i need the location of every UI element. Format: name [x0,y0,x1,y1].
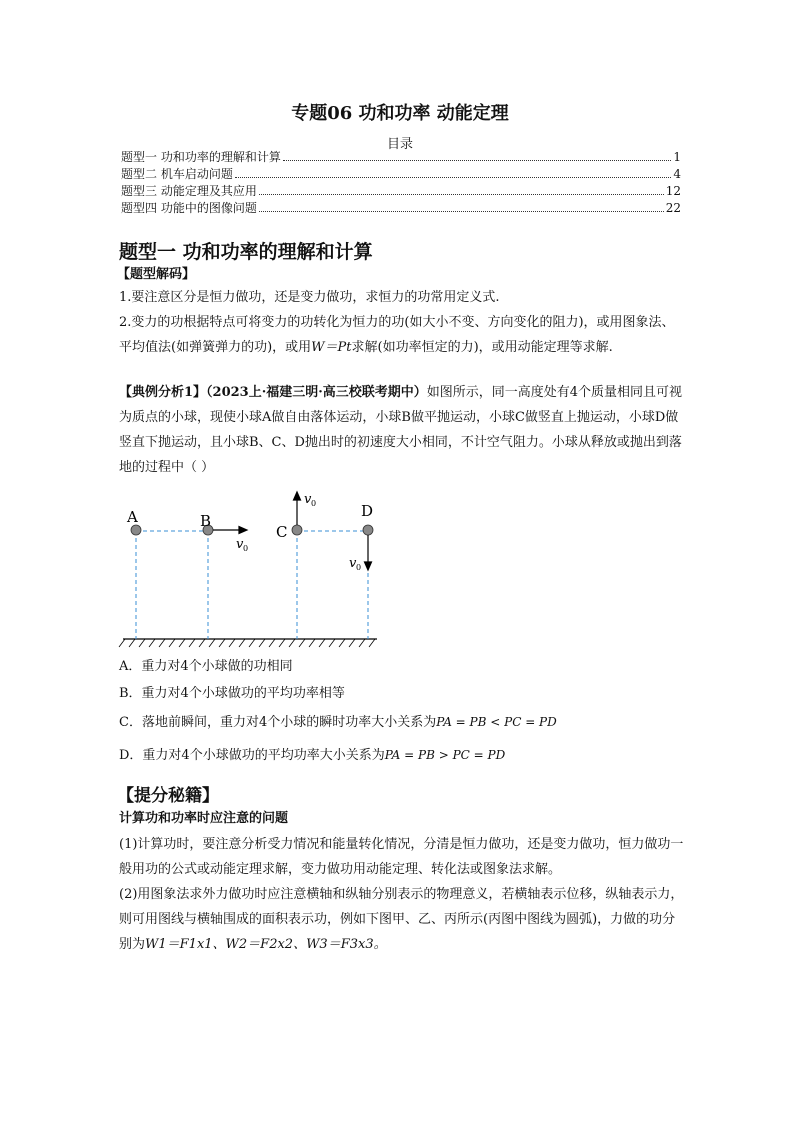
toc-item-label: 题型四 功能中的图像问题 [121,201,257,215]
tips-paragraph-2 [119,882,685,957]
label-c: C [276,523,288,541]
work-formula: W＝Pt [311,340,352,355]
svg-text:v: v [304,492,312,507]
toc-item-page: 22 [665,201,681,215]
toc-item-label: 题型一 功和功率的理解和计算 [121,150,281,164]
paragraph-1: 1.要注意区分是恒力做功，还是变力做功，求恒力的功常用定义式. [119,290,500,305]
option-d-text: D．重力对4个小球做功的平均功率大小关系为 [119,748,385,763]
v0-label-c [304,492,316,508]
option-b[interactable]: B．重力对4个小球做功的平均功率相等 [119,686,345,701]
svg-text:0: 0 [243,544,249,553]
section-subheading: 【题型解码】 [117,267,196,282]
projectile-figure [115,487,405,652]
toc-item-page: 12 [665,184,681,198]
tips-work-formulas: W1＝F1x1、W2＝F2x2、W3＝F3x3。 [145,937,387,952]
v0-label-b [236,537,248,553]
toc-item[interactable] [121,183,681,199]
dashed-guides [136,531,368,639]
ball-c [292,525,302,535]
toc-item-label: 题型二 机车启动问题 [121,167,233,181]
toc-item[interactable] [121,166,681,182]
paragraph-2-text-a: 2.变力的功根据特点可将变力的功转化为恒力的功(如大小不变、方向变化的阻力)，或用图象法、平均值法(如弹簧弹力的功)，或用 [119,315,675,355]
ball-a [131,525,141,535]
tips-subheading: 计算功和功率时应注意的问题 [119,811,289,826]
svg-text:v: v [349,556,357,571]
option-c[interactable] [119,712,557,733]
option-c-text: C．落地前瞬间，重力对4个小球的瞬时功率大小关系为 [119,715,437,730]
toc-item-page: 4 [673,167,681,181]
option-c-formula: PA = PB < PC = PD [436,715,557,729]
paragraph-2 [119,310,685,360]
ground-hatching [119,639,375,647]
example-tag: 【典例分析1】（2023上·福建三明·高三校联考期中） [119,385,427,400]
toc-item-label: 题型三 动能定理及其应用 [121,184,257,198]
tips-paragraph-1: (1)计算功时，要注意分析受力情况和能量转化情况，分清是恒力做功，还是变力做功，恒力做功一般用功的公式或动能定理求解，变力做功用动能定理、转化法或图象法求解。 [119,837,684,877]
example-paragraph [119,380,685,480]
toc-heading: 目录 [386,137,413,152]
paragraph-2-text-b: 求解(如功率恒定的力)，或用动能定理等求解. [351,340,613,355]
toc-leader [235,166,672,178]
page-title: 专题06 功和功率 动能定理 [291,103,509,124]
option-d-formula: PA = PB > PC = PD [384,748,506,762]
toc-leader [283,149,672,161]
toc-item[interactable] [121,149,681,165]
v0-label-d [349,556,361,572]
section-heading: 题型一 功和功率的理解和计算 [119,241,373,263]
toc-leader [259,200,664,212]
toc-leader [259,183,664,195]
toc-item-page: 1 [673,150,681,164]
option-a[interactable]: A．重力对4个小球做的功相同 [119,659,293,674]
label-a: A [127,508,138,526]
example-text: 如图所示，同一高度处有4个质量相同且可视为质点的小球，现使小球A做自由落体运动，小球B做平抛运动，小球C做竖直上抛运动，小球D做竖直下抛运动，且小球B、C、D抛出时的初速度大小相同，不计空气阻力。小球从释放或抛出到落地的过程中（ ） [119,385,683,475]
option-d[interactable] [119,745,505,766]
tips-paragraph-2-text: (2)用图象法求外力做功时应注意横轴和纵轴分别表示的物理意义，若横轴表示位移，纵轴表示力，则可用图线与横轴围成的面积表示功，例如下图甲、乙、丙所示(丙图中图线为圆弧)，力做的功分别为 [119,887,684,952]
label-b: B [200,512,212,530]
toc-item[interactable] [121,200,681,216]
svg-text:0: 0 [311,499,317,508]
svg-text:v: v [236,537,244,552]
ball-d [363,525,373,535]
label-d: D [361,502,374,520]
tips-heading: 【提分秘籍】 [117,786,219,806]
svg-text:0: 0 [356,563,362,572]
